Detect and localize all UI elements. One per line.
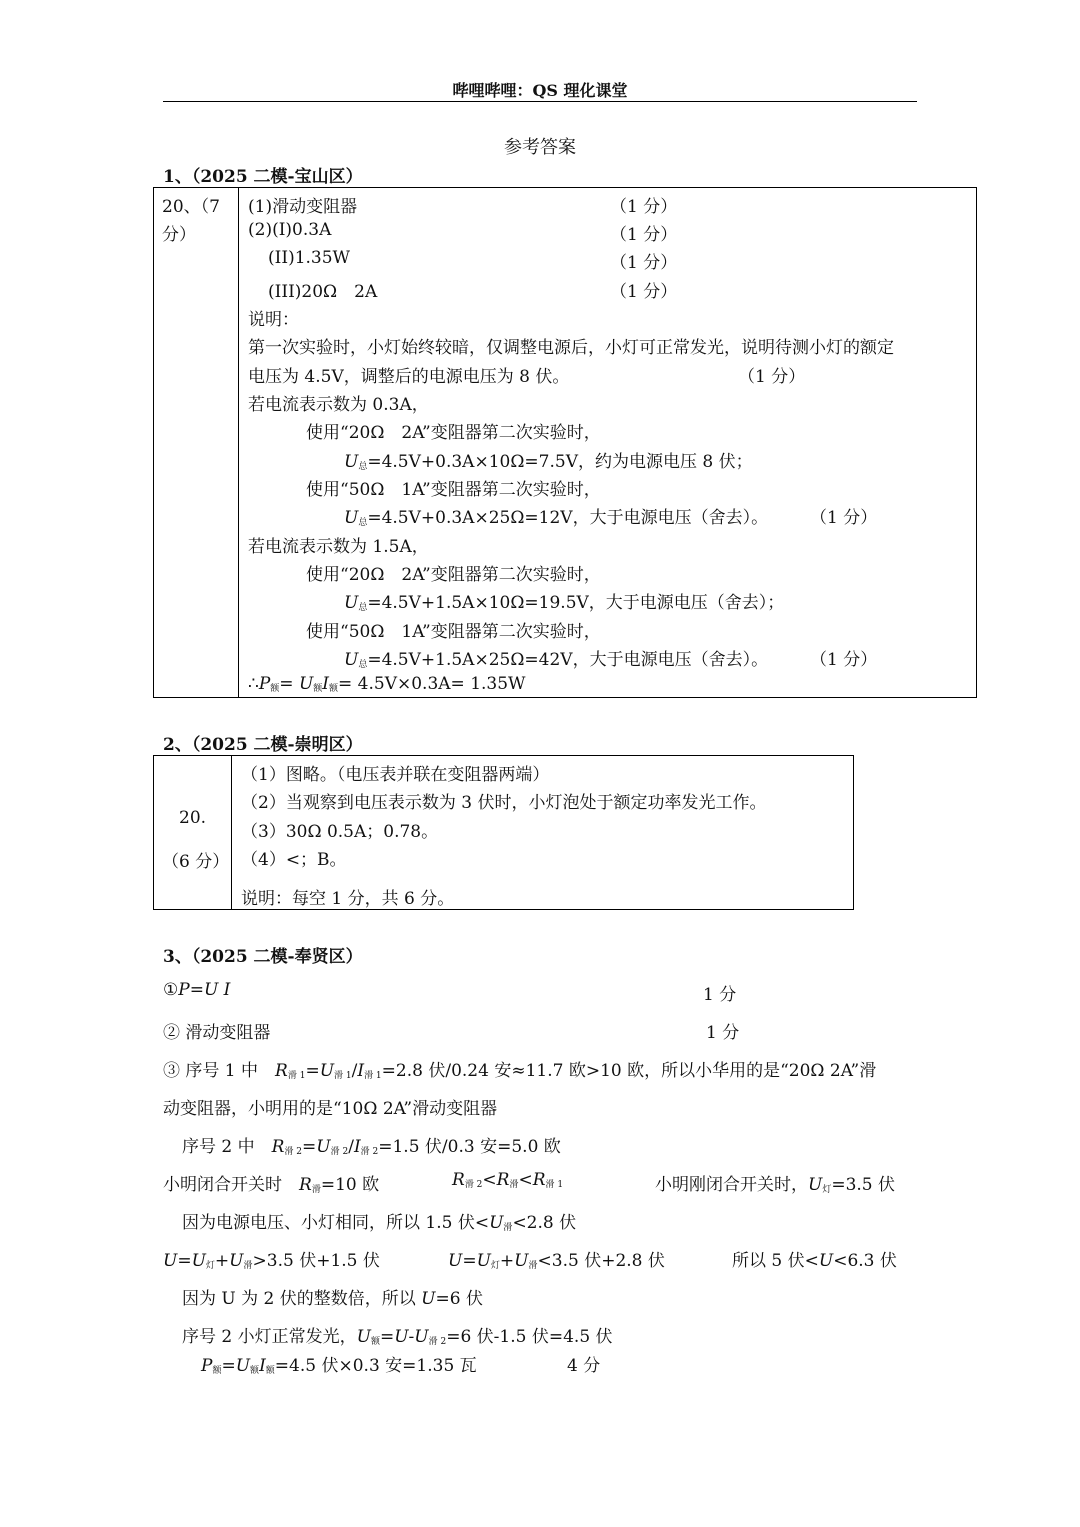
s3-score-2: 1 分 — [706, 1023, 740, 1043]
s3-line-8a: $U=U_灯+U_滑>3.5$ 伏+1.5 伏 — [163, 1251, 380, 1271]
page-title: 参考答案 — [504, 137, 576, 158]
s1-qnum-a: 20、（7 — [162, 197, 220, 217]
section-1-divider — [238, 187, 239, 698]
section-2-heading: 2、（2025 二模-崇明区） — [163, 735, 363, 755]
section-2-divider — [231, 755, 232, 910]
s1-line-4: (III)20Ω 2A — [268, 282, 378, 302]
s3-score-11: 4 分 — [567, 1356, 601, 1376]
s3-line-6a: 小明闭合开关时 $R_滑=10$ 欧 — [163, 1175, 380, 1195]
s1-line-6: 第一次实验时，小灯始终较暗，仅调整电源后，小灯可正常发光，说明待测小灯的额定 — [248, 338, 894, 358]
s3-line-1: ①P=U I — [163, 980, 231, 1000]
s3-line-3: ③ 序号 1 中 $R_{滑 1}=U_{滑 1}/I_{滑 1}=2.8$ 伏/0.24 安≈11.7 欧>10 欧，所以小华用的是“20Ω 2A”滑 — [163, 1061, 877, 1081]
s3-line-7: 因为电源电压、小灯相同，所以 1.5 伏$<U_滑<2.8$ 伏 — [182, 1213, 577, 1233]
header-rule — [163, 101, 917, 102]
s1-line-15: $U_总=4.5V+1.5A\times 10\Omega=19.5V$，大于电源电压（舍去）； — [344, 593, 785, 613]
s2-qnum-b: （6 分） — [162, 852, 230, 872]
s1-score-3: （1 分） — [610, 253, 678, 273]
s1-line-18: $\therefore P_额= U_额I_额= 4.5V\times 0.3A= 1.35W$ — [248, 674, 526, 694]
s1-score-12: （1 分） — [810, 508, 878, 528]
s2-line-4: （4）<；B。 — [241, 850, 347, 870]
s1-note-label: 说明： — [248, 310, 299, 330]
s3-line-8b: $U=U_灯+U_滑<3.5$ 伏+2.8 伏 — [448, 1251, 665, 1271]
s1-line-8: 若电流表示数为 0.3A， — [248, 395, 429, 415]
s3-line-9: 因为 U 为 2 伏的整数倍，所以 U=6 伏 — [182, 1289, 483, 1309]
s1-score-17: （1 分） — [810, 650, 878, 670]
s3-line-5: 序号 2 中 $R_{滑 2}=U_{滑 2}/I_{滑 2}=1.5$ 伏/0.3 安=5.0 欧 — [182, 1137, 561, 1157]
s2-line-2: （2）当观察到电压表示数为 3 伏时，小灯泡处于额定功率发光工作。 — [241, 793, 767, 813]
s1-line-11: 使用“50Ω 1A”变阻器第二次实验时， — [306, 480, 601, 500]
s1-score-7: （1 分） — [738, 367, 806, 387]
s3-score-1: 1 分 — [703, 985, 737, 1005]
section-3-heading: 3、（2025 二模-奉贤区） — [163, 947, 363, 967]
s1-line-17: $U_总=4.5V+1.5A\times 25\Omega=42V$，大于电源电压（舍去）。 — [344, 650, 769, 670]
s2-line-1: （1）图略。（电压表并联在变阻器两端） — [241, 765, 550, 785]
s1-line-9: 使用“20Ω 2A”变阻器第二次实验时， — [306, 423, 601, 443]
s3-line-6c: 小明刚闭合开关时，$U_灯=3.5$ 伏 — [655, 1175, 896, 1195]
page-header: 哔哩哔哩：QS 理化课堂 — [452, 81, 628, 100]
s1-line-14: 使用“20Ω 2A”变阻器第二次实验时， — [306, 565, 601, 585]
s1-line-10: $U_总=4.5V+0.3A\times 10\Omega=7.5V$，约为电源电压 8 伏； — [344, 452, 753, 472]
s1-score-4: （1 分） — [610, 282, 678, 302]
s1-line-3: (II)1.35W — [268, 248, 351, 268]
s2-line-3: （3）30Ω 0.5A；0.78。 — [241, 822, 439, 842]
s3-line-6b: $R_{滑 2}<R_滑<R_{滑 1}$ — [452, 1170, 564, 1190]
s3-line-2: ② 滑动变阻器 — [163, 1023, 271, 1043]
s1-line-13: 若电流表示数为 1.5A， — [248, 537, 429, 557]
s3-line-10: 序号 2 小灯正常发光，$U_额=U-U_{滑 2}=6$ 伏-1.5 伏=4.5 伏 — [182, 1327, 613, 1347]
s1-line-12: $U_总=4.5V+0.3A\times 25\Omega=12V$，大于电源电压（舍去）。 — [344, 508, 769, 528]
s1-score-1: （1 分） — [610, 197, 678, 217]
s3-line-8c: 所以 5 伏<U<6.3 伏 — [732, 1251, 897, 1271]
s1-line-7: 电压为 4.5V，调整后的电源电压为 8 伏。 — [248, 367, 570, 387]
s1-line-16: 使用“50Ω 1A”变阻器第二次实验时， — [306, 622, 601, 642]
s3-line-11: $P_额=U_额I_额=4.5$ 伏×0.3 安=1.35 瓦 — [201, 1356, 477, 1376]
section-1-heading: 1、（2025 二模-宝山区） — [163, 167, 363, 187]
s1-score-2: （1 分） — [610, 225, 678, 245]
s2-line-5: 说明：每空 1 分，共 6 分。 — [241, 889, 455, 909]
s1-line-2: (2)(I)0.3A — [248, 220, 332, 240]
s2-qnum-a: 20. — [179, 808, 207, 828]
s1-line-1: (1)滑动变阻器 — [248, 197, 358, 217]
s3-line-4: 动变阻器，小明用的是“10Ω 2A”滑动变阻器 — [163, 1099, 498, 1119]
s1-qnum-b: 分） — [162, 225, 196, 245]
